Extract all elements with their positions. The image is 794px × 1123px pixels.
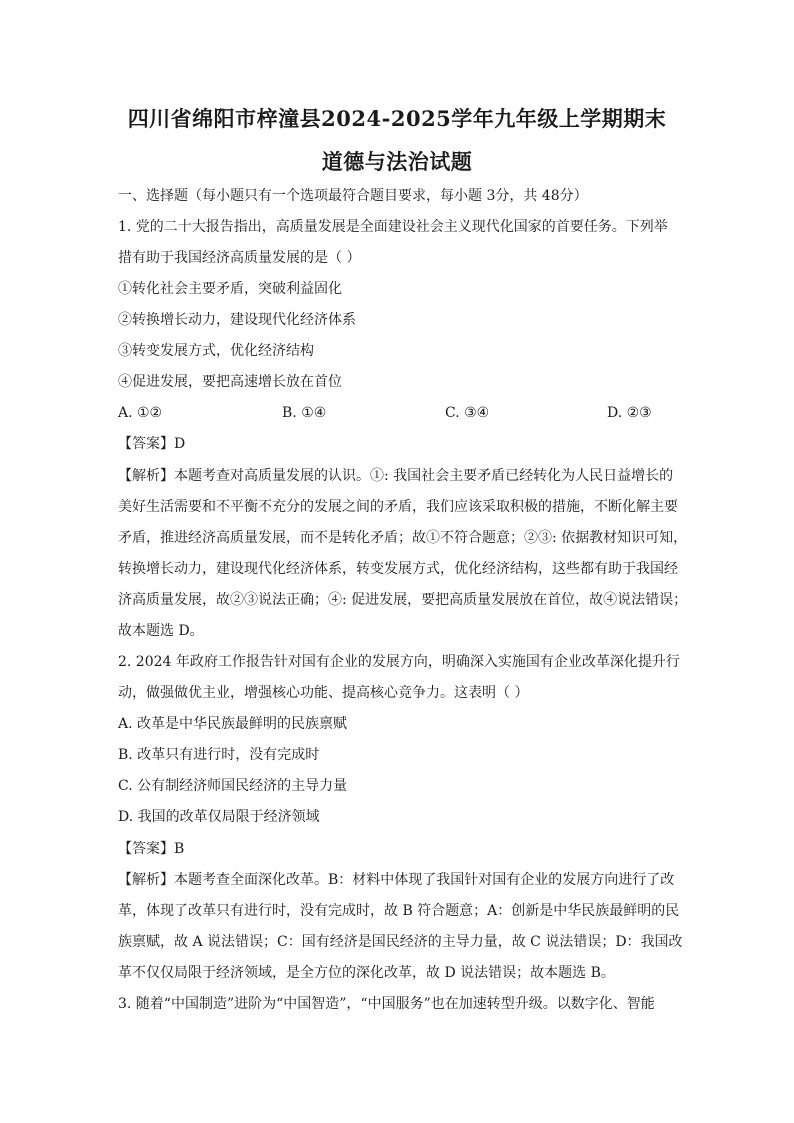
q1-option-c: C. ③④ — [445, 405, 490, 421]
q1-statement-3: ③转变发展方式，优化经济结构 — [118, 343, 314, 359]
q2-analysis-line: 族禀赋，故 A 说法错误；C：国有经济是国民经济的主导力量，故 C 说法错误；D：我国改 — [118, 934, 683, 950]
document-subtitle: 道德与法治试题 — [321, 149, 473, 174]
q2-option-b: B. 改革只有进行时，没有完成时 — [118, 747, 320, 763]
q1-statement-2: ②转换增长动力，建设现代化经济体系 — [118, 312, 356, 328]
q1-analysis-line: 故本题选 D。 — [118, 623, 204, 639]
q1-analysis-line: 矛盾，推进经济高质量发展，而不是转化矛盾；故①不符合题意；②③: 依据教材知识可知， — [118, 530, 688, 546]
q2-analysis-line: 【解析】本题考查全面深化改革。B：材料中体现了我国针对国有企业的发展方向进行了改 — [118, 872, 675, 888]
q1-analysis-line: 美好生活需要和不平衡不充分的发展之间的矛盾，我们应该采取积极的措施，不断化解主要 — [118, 499, 678, 515]
q1-option-b: B. ①④ — [282, 405, 327, 421]
q1-analysis-line: 【解析】本题考查对高质量发展的认识。①: 我国社会主要矛盾已经转化为人民日益增长的 — [118, 468, 674, 484]
q2-stem-line1: 2. 2024 年政府工作报告针对国有企业的发展方向，明确深入实施国有企业改革深化提升行 — [118, 654, 680, 670]
q3-stem-line1: 3. 随着“中国制造”进阶为“中国智造”，“中国服务”也在加速转型升级。以数字化、智能 — [118, 996, 655, 1012]
q1-statement-4: ④促进发展，要把高速增长放在首位 — [118, 374, 342, 390]
q2-answer: 【答案】B — [118, 841, 185, 857]
q2-option-d: D. 我国的改革仅局限于经济领域 — [118, 809, 320, 825]
q2-option-a: A. 改革是中华民族最鲜明的民族禀赋 — [118, 716, 348, 732]
q1-stem-line1: 1. 党的二十大报告指出，高质量发展是全面建设社会主义现代化国家的首要任务。下列举 — [118, 219, 668, 235]
section-heading: 一、选择题（每小题只有一个选项最符合题目要求，每小题 3分，共 48分） — [118, 188, 588, 204]
q2-stem-line2: 动，做强做优主业，增强核心功能、提高核心竞争力。这表明（ ） — [118, 685, 529, 701]
q1-stem-line2: 措有助于我国经济高质量发展的是（ ） — [118, 250, 361, 266]
q1-statement-1: ①转化社会主要矛盾，突破利益固化 — [118, 281, 342, 297]
document-title: 四川省绵阳市梓潼县2024-2025学年九年级上学期期末 — [127, 106, 667, 131]
q2-analysis-line: 革，体现了改革只有进行时，没有完成时，故 B 符合题意；A：创新是中华民族最鲜明的民 — [118, 903, 680, 919]
q2-analysis-line: 革不仅仅局限于经济领域，是全方位的深化改革，故 D 说法错误；故本题选 B。 — [118, 965, 615, 981]
q1-analysis-line: 济高质量发展，故②③说法正确；④: 促进发展，要把高质量发展放在首位，故④说法错误； — [118, 592, 688, 608]
q2-option-c: C. 公有制经济师国民经济的主导力量 — [118, 778, 348, 794]
q1-option-a: A. ①② — [118, 405, 163, 421]
q1-answer: 【答案】D — [118, 436, 186, 452]
q1-option-d: D. ②③ — [607, 405, 652, 421]
q1-analysis-line: 转换增长动力，建设现代化经济体系，转变发展方式，优化经济结构，这些都有助于我国经 — [118, 561, 678, 577]
